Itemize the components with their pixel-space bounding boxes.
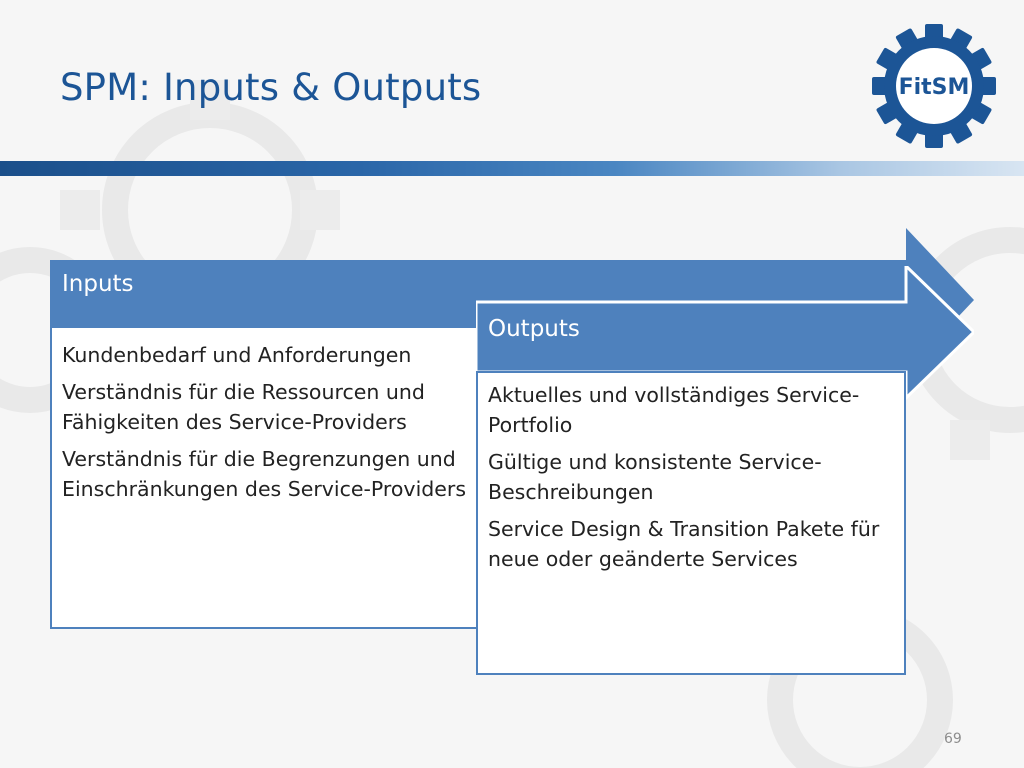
title-divider-band bbox=[0, 161, 1024, 176]
outputs-list bbox=[478, 380, 904, 581]
list-item: Verständnis für die Ressourcen und Fähigkeiten des Service-Providers bbox=[62, 380, 425, 434]
inputs-label: Inputs bbox=[62, 271, 134, 297]
list-item: Verständnis für die Begrenzungen und Einschränkungen des Service-Providers bbox=[62, 447, 466, 501]
logo-text: FitSM bbox=[898, 75, 970, 100]
list-item: Kundenbedarf und Anforderungen bbox=[62, 343, 412, 367]
list-item: Service Design & Transition Pakete für neue oder geänderte Services bbox=[488, 517, 880, 571]
outputs-box bbox=[476, 371, 906, 675]
outputs-label: Outputs bbox=[488, 316, 580, 342]
list-item: Aktuelles und vollständiges Service-Portfolio bbox=[488, 383, 860, 437]
page-number: 69 bbox=[944, 731, 962, 747]
list-item: Gültige und konsistente Service-Beschreibungen bbox=[488, 450, 822, 504]
page-title: SPM: Inputs & Outputs bbox=[60, 66, 482, 109]
inputs-list bbox=[52, 340, 480, 511]
inputs-box bbox=[50, 326, 482, 629]
fitsm-logo bbox=[872, 24, 996, 148]
